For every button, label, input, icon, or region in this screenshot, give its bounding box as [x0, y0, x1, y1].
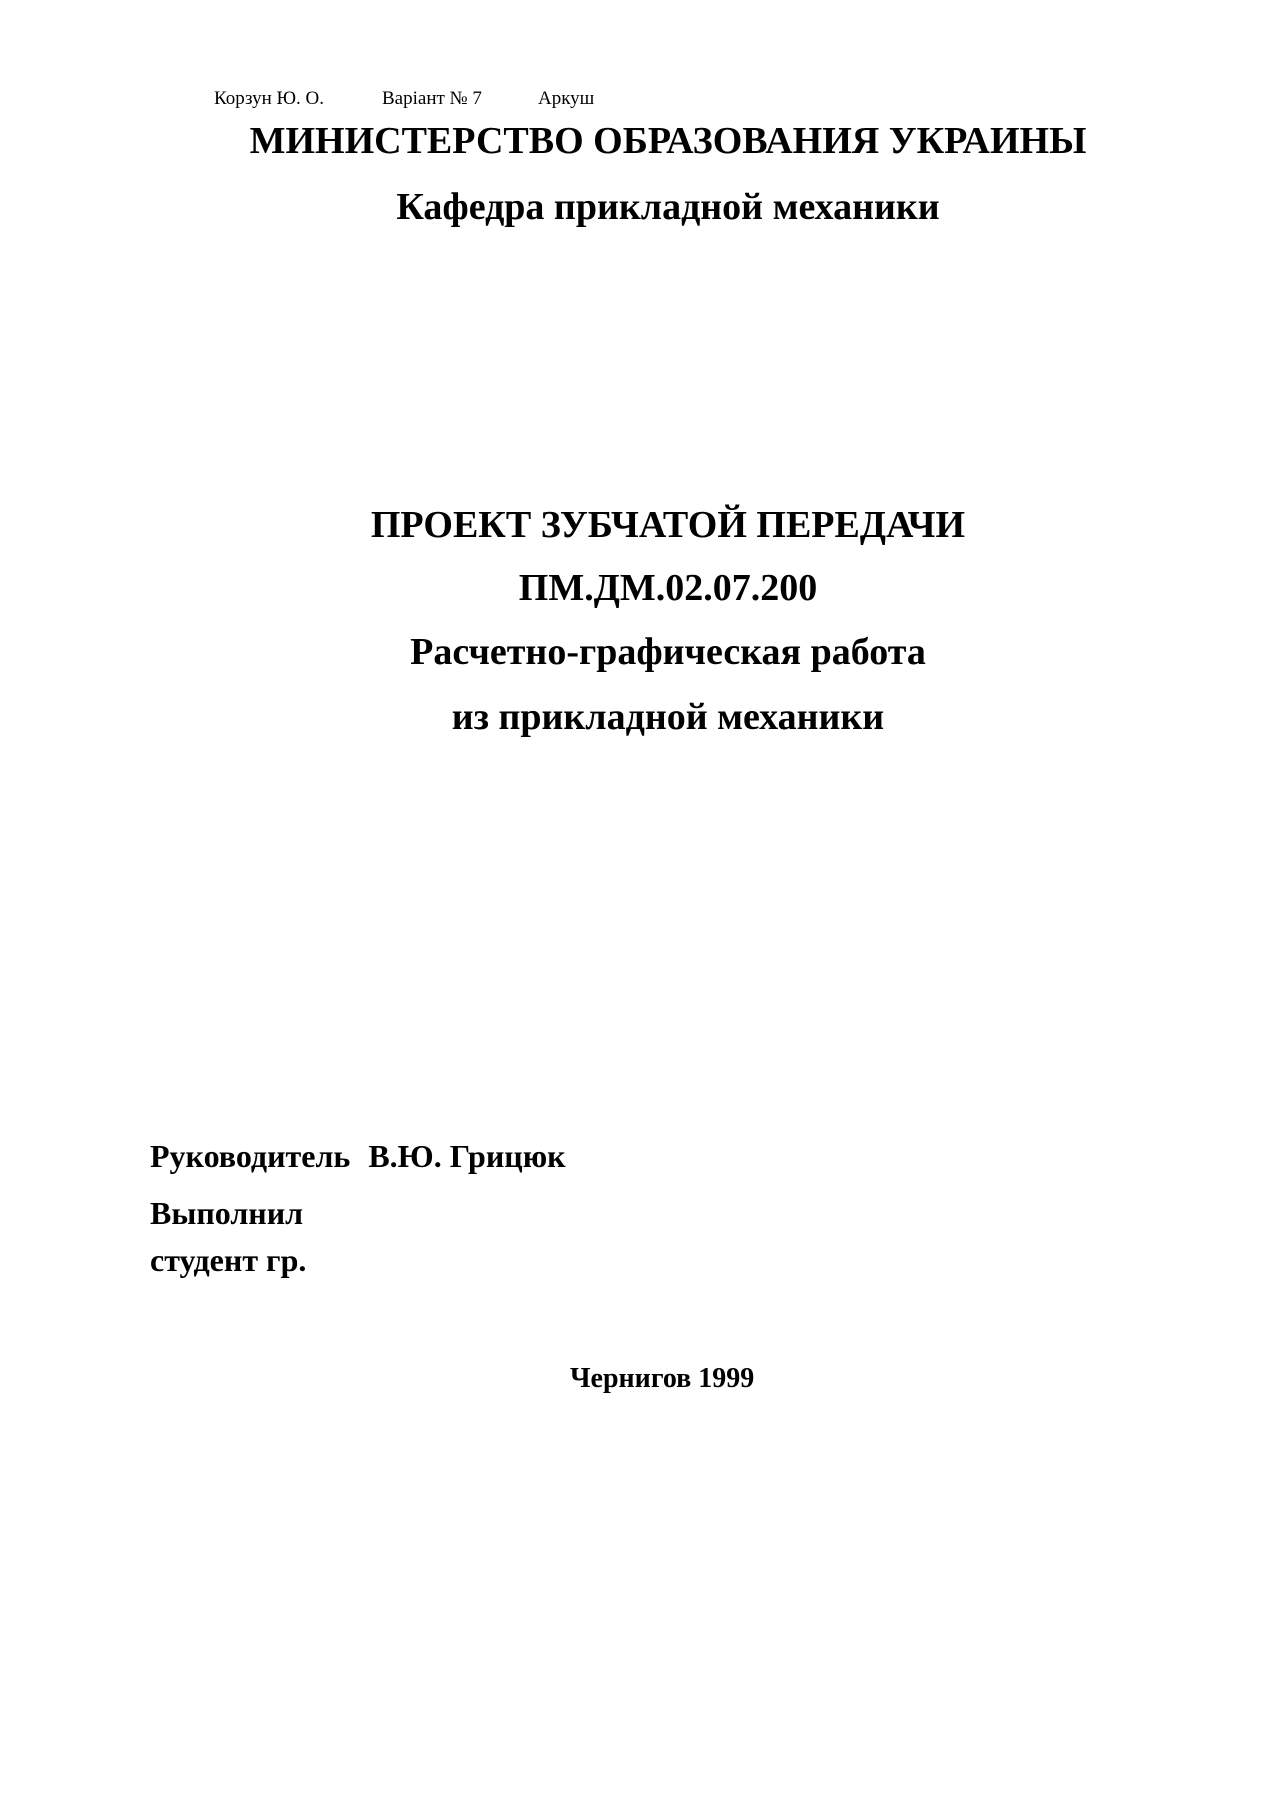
student-group-label: студент гр. — [150, 1242, 307, 1278]
work-type: Расчетно-графическая работа — [410, 631, 926, 673]
department-heading: Кафедра прикладной механики — [396, 186, 940, 228]
header-sheet: Аркуш — [538, 88, 595, 109]
city-year: Чернигов 1999 — [570, 1363, 755, 1394]
page-header — [214, 88, 594, 110]
supervisor-line — [150, 1136, 566, 1176]
project-code: ПМ.ДМ.02.07.200 — [518, 567, 818, 609]
header-variant: Варіант № 7 — [382, 88, 482, 109]
ministry-heading: МИНИСТЕРСТВО ОБРАЗОВАНИЯ УКРАИНЫ — [249, 120, 1087, 162]
project-title: ПРОЕКТ ЗУБЧАТОЙ ПЕРЕДАЧИ — [370, 504, 966, 546]
work-subject: из прикладной механики — [451, 696, 885, 738]
supervisor-label: Руководитель — [150, 1138, 351, 1174]
supervisor-name: В.Ю. Грицюк — [368, 1138, 566, 1174]
header-author: Корзун Ю. О. — [214, 88, 324, 109]
performed-label: Выполнил — [150, 1195, 304, 1231]
